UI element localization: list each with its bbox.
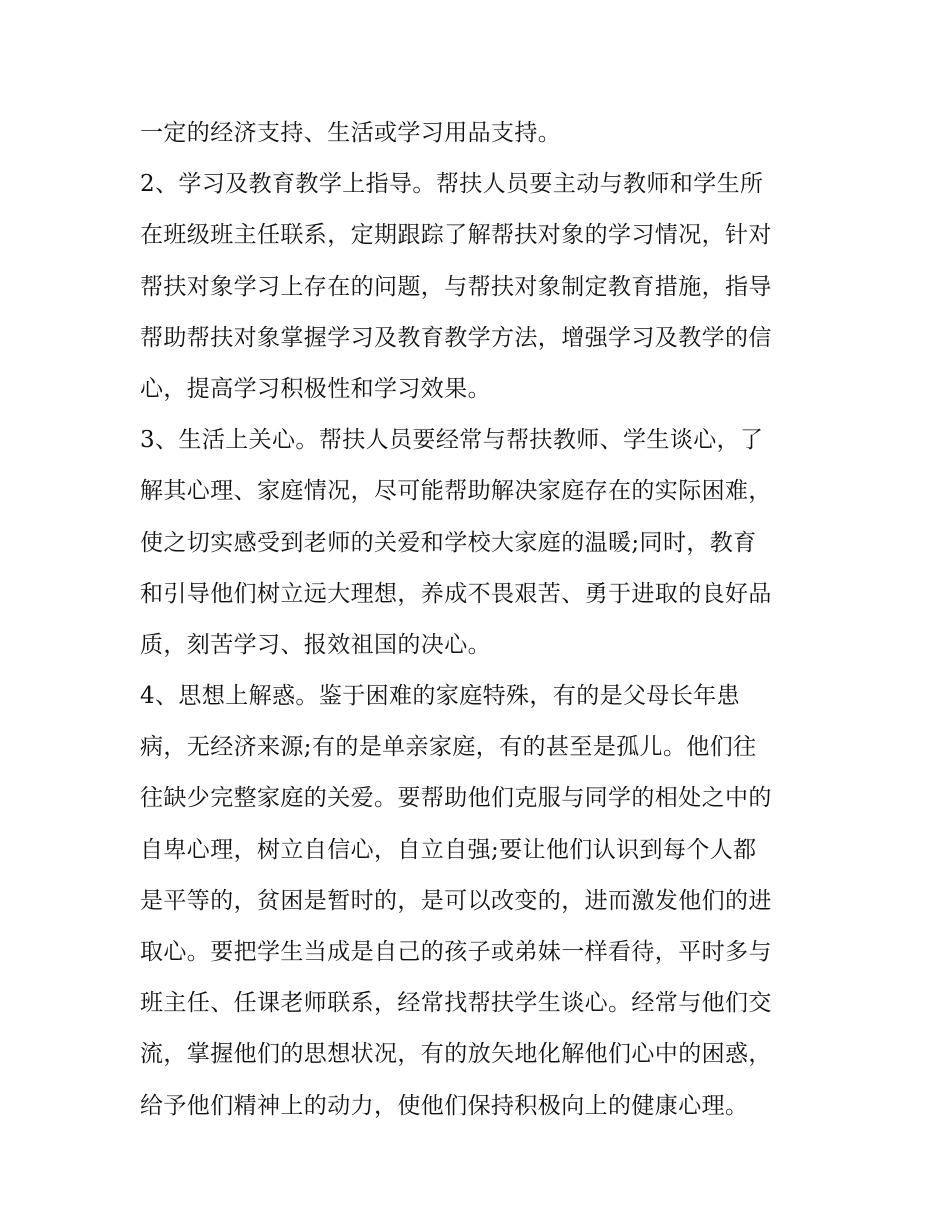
text-line: 班主任、任课老师联系，经常找帮扶学生谈心。经常与他们交 <box>140 990 772 1017</box>
text-line: 流，掌握他们的思想状况，有的放矢地化解他们心中的困惑， <box>140 1041 772 1068</box>
text-line: 4、思想上解惑。鉴于困难的家庭特殊，有的是父母长年患 <box>140 683 741 710</box>
text-line: 帮扶对象学习上存在的问题，与帮扶对象制定教育措施，指导 <box>140 273 772 300</box>
text-line: 解其心理、家庭情况，尽可能帮助解决家庭存在的实际困难， <box>140 478 772 505</box>
text-line: 自卑心理，树立自信心，自立自强;要让他们认识到每个人都 <box>140 836 757 863</box>
text-line: 一定的经济支持、生活或学习用品支持。 <box>140 120 562 146</box>
text-line: 2、学习及教育教学上指导。帮扶人员要主动与教师和学生所 <box>140 171 764 198</box>
text-line: 给予他们精神上的动力，使他们保持积极向上的健康心理。 <box>140 1092 749 1119</box>
document-body <box>140 108 820 1132</box>
text-line: 往缺少完整家庭的关爱。要帮助他们克服与同学的相处之中的 <box>140 785 772 812</box>
text-line: 在班级班主任联系，定期跟踪了解帮扶对象的学习情况，针对 <box>140 222 772 249</box>
text-line: 使之切实感受到老师的关爱和学校大家庭的温暖;同时，教育 <box>140 529 757 556</box>
text-line: 和引导他们树立远大理想，养成不畏艰苦、勇于进取的良好品 <box>140 580 772 607</box>
text-line: 心，提高学习积极性和学习效果。 <box>140 375 491 402</box>
text-line: 是平等的，贫困是暂时的，是可以改变的，进而激发他们的进 <box>140 887 772 914</box>
text-line: 3、生活上关心。帮扶人员要经常与帮扶教师、学生谈心，了 <box>140 427 764 454</box>
text-line: 质，刻苦学习、报效祖国的决心。 <box>140 631 491 658</box>
text-line: 病，无经济来源;有的是单亲家庭，有的甚至是孤儿。他们往 <box>140 734 757 761</box>
text-line: 取心。要把学生当成是自己的孩子或弟妹一样看待，平时多与 <box>140 939 772 965</box>
text-line: 帮助帮扶对象掌握学习及教育教学方法，增强学习及教学的信 <box>140 324 772 351</box>
